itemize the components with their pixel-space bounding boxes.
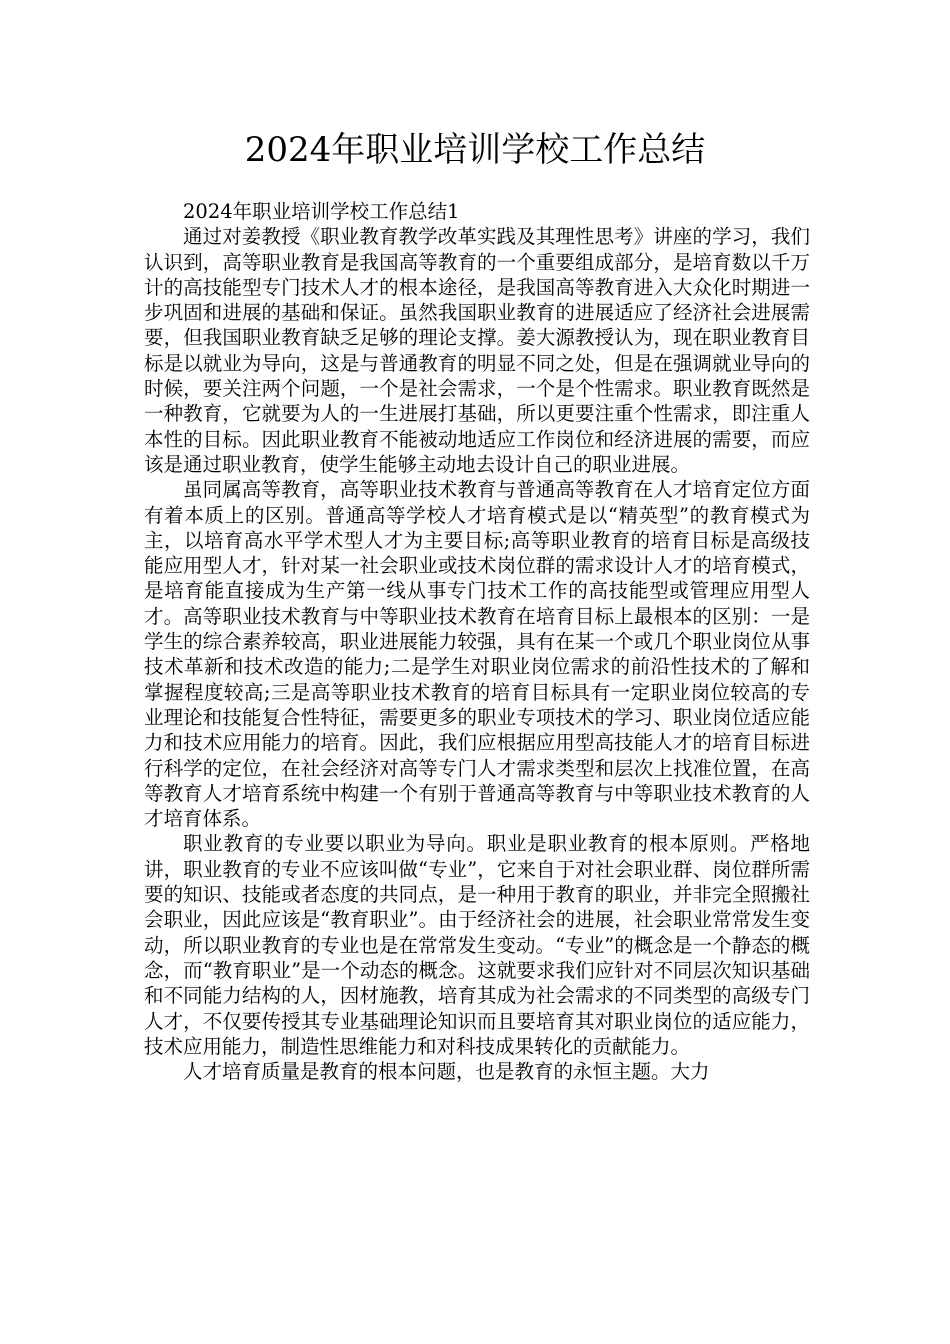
paragraph-3: 职业教育的专业要以职业为导向。职业是职业教育的根本原则。严格地讲，职业教育的专业不应该叫做“专业”，它来自于对社会职业群、岗位群所需要的知识、技能或者态度的共同点，是一种用于教育的职业，并非完全照搬社会职业，因此应该是“教育职业”。由于经济社会的进展，社会职业常常发生变动，所以职业教育的专业也是在常常发生变动。“专业”的概念是一个静态的概念，而“教育职业”是一个动态的概念。这就要求我们应针对不同层次知识基础和不同能力结构的人，因材施教，培育其成为社会需求的不同类型的高级专门人才，不仅要传授其专业基础理论知识而且要培育其对职业岗位的适应能力，技术应用能力，制造性思维能力和对科技成果转化的贡献能力。 <box>144 832 810 1058</box>
document-body <box>144 199 810 1084</box>
paragraph-1: 通过对姜教授《职业教育教学改革实践及其理性思考》讲座的学习，我们认识到，高等职业教育是我国高等教育的一个重要组成部分，是培育数以千万计的高技能型专门技术人才的根本途径，是我国高等教育进入大众化时期进一步巩固和进展的基础和保证。虽然我国职业教育的进展适应了经济社会进展需要，但我国职业教育缺乏足够的理论支撑。姜大源教授认为，现在职业教育目标是以就业为导向，这是与普通教育的明显不同之处，但是在强调就业导向的时候，要关注两个问题，一个是社会需求，一个是个性需求。职业教育既然是一种教育，它就要为人的一生进展打基础，所以更要注重个性需求，即注重人本性的目标。因此职业教育不能被动地适应工作岗位和经济进展的需要，而应该是通过职业教育，使学生能够主动地去设计自己的职业进展。 <box>144 225 810 476</box>
section-heading: 2024年职业培训学校工作总结1 <box>183 200 460 223</box>
document-title: 2024年职业培训学校工作总结 <box>244 130 706 170</box>
paragraph-4: 人才培育质量是教育的根本问题，也是教育的永恒主题。大力 <box>183 1060 710 1084</box>
paragraph-2: 虽同属高等教育，高等职业技术教育与普通高等教育在人才培育定位方面有着本质上的区别。普通高等学校人才培育模式是以“精英型”的教育模式为主，以培育高水平学术型人才为主要目标;高等职业教育的培育目标是高级技能应用型人才，针对某一社会职业或技术岗位群的需求设计人才的培育模式，是培育能直接成为生产第一线从事专门技术工作的高技能型或管理应用型人才。高等职业技术教育与中等职业技术教育在培育目标上最根本的区别：一是学生的综合素养较高，职业进展能力较强，具有在某一个或几个职业岗位从事技术革新和技术改造的能力;二是学生对职业岗位需求的前沿性技术的了解和掌握程度较高;三是高等职业技术教育的培育目标具有一定职业岗位较高的专业理论和技能复合性特征，需要更多的职业专项技术的学习、职业岗位适应能力和技术应用能力的培育。因此，我们应根据应用型高技能人才的培育目标进行科学的定位，在社会经济对高等专门人才需求类型和层次上找准位置，在高等教育人才培育系统中构建一个有别于普通高等教育与中等职业技术教育的人才培育体系。 <box>144 478 810 831</box>
